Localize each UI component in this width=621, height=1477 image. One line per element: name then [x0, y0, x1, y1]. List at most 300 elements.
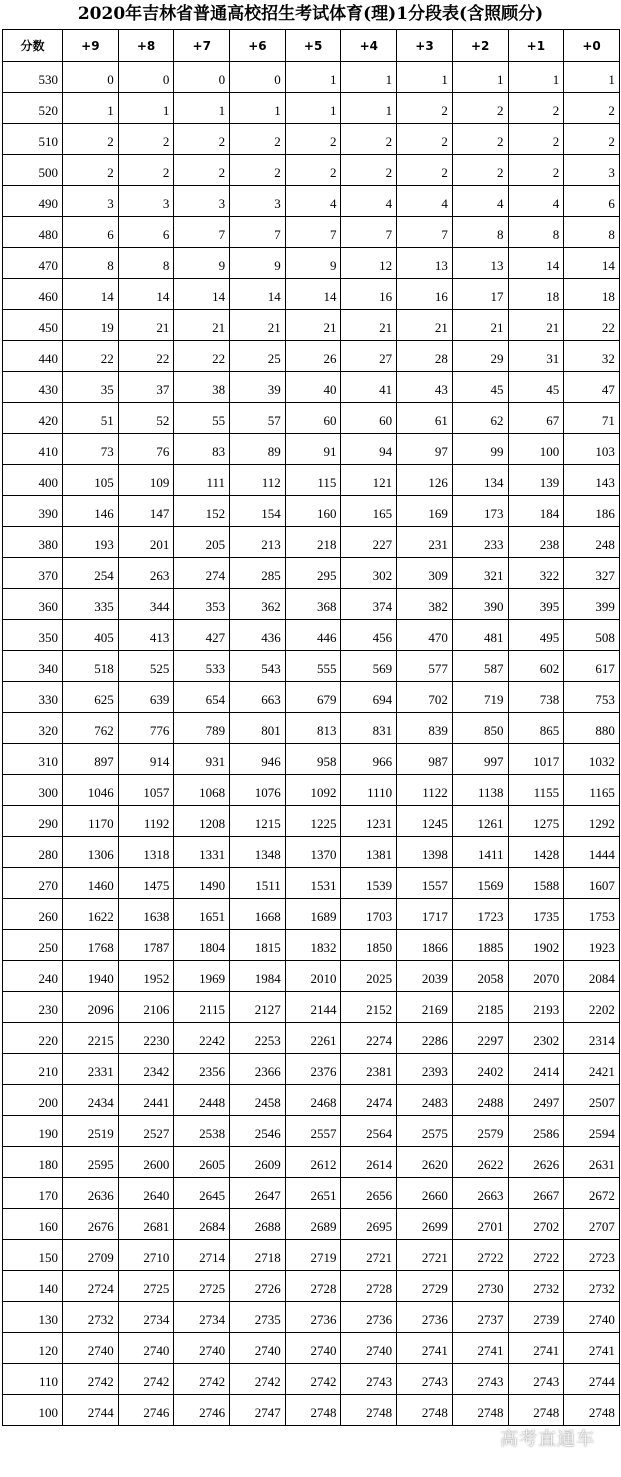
count-cell: 839	[397, 713, 453, 744]
table-row	[3, 403, 620, 434]
count-cell: 639	[118, 682, 174, 713]
count-cell: 2622	[452, 1147, 508, 1178]
count-cell: 3	[174, 186, 230, 217]
count-cell: 2672	[564, 1178, 620, 1209]
count-cell: 9	[285, 248, 341, 279]
count-cell: 29	[452, 341, 508, 372]
count-cell: 13	[452, 248, 508, 279]
count-cell: 1	[341, 62, 397, 93]
count-cell: 2748	[508, 1395, 564, 1426]
count-cell: 2	[118, 124, 174, 155]
count-cell: 4	[452, 186, 508, 217]
count-cell: 679	[285, 682, 341, 713]
count-cell: 8	[118, 248, 174, 279]
count-cell: 2722	[508, 1240, 564, 1271]
score-cell: 120	[3, 1333, 63, 1364]
count-cell: 1170	[63, 806, 119, 837]
count-cell: 2721	[341, 1240, 397, 1271]
count-cell: 2421	[564, 1054, 620, 1085]
count-cell: 1208	[174, 806, 230, 837]
count-cell: 2242	[174, 1023, 230, 1054]
count-cell: 14	[174, 279, 230, 310]
count-cell: 2	[508, 124, 564, 155]
count-cell: 1607	[564, 868, 620, 899]
count-cell: 1381	[341, 837, 397, 868]
score-cell: 250	[3, 930, 63, 961]
count-cell: 201	[118, 527, 174, 558]
count-cell: 2152	[341, 992, 397, 1023]
count-cell: 1885	[452, 930, 508, 961]
score-cell: 100	[3, 1395, 63, 1426]
score-cell: 110	[3, 1364, 63, 1395]
count-cell: 2723	[564, 1240, 620, 1271]
count-cell: 1735	[508, 899, 564, 930]
count-cell: 4	[285, 186, 341, 217]
table-row	[3, 930, 620, 961]
count-cell: 1292	[564, 806, 620, 837]
count-cell: 1057	[118, 775, 174, 806]
count-cell: 205	[174, 527, 230, 558]
count-cell: 41	[341, 372, 397, 403]
count-cell: 1261	[452, 806, 508, 837]
count-cell: 2663	[452, 1178, 508, 1209]
count-cell: 1866	[397, 930, 453, 961]
count-cell: 2	[63, 155, 119, 186]
count-cell: 1444	[564, 837, 620, 868]
count-cell: 2748	[341, 1395, 397, 1426]
count-cell: 2302	[508, 1023, 564, 1054]
count-cell: 931	[174, 744, 230, 775]
count-cell: 2684	[174, 1209, 230, 1240]
score-cell: 210	[3, 1054, 63, 1085]
count-cell: 2660	[397, 1178, 453, 1209]
count-cell: 1110	[341, 775, 397, 806]
count-cell: 25	[230, 341, 286, 372]
column-header: +0	[564, 30, 620, 62]
count-cell: 987	[397, 744, 453, 775]
count-cell: 753	[564, 682, 620, 713]
table-row	[3, 1116, 620, 1147]
count-cell: 218	[285, 527, 341, 558]
count-cell: 160	[285, 496, 341, 527]
count-cell: 1092	[285, 775, 341, 806]
count-cell: 374	[341, 589, 397, 620]
count-cell: 2695	[341, 1209, 397, 1240]
count-cell: 2527	[118, 1116, 174, 1147]
count-cell: 2483	[397, 1085, 453, 1116]
table-row	[3, 1333, 620, 1364]
count-cell: 533	[174, 651, 230, 682]
count-cell: 16	[341, 279, 397, 310]
count-cell: 1490	[174, 868, 230, 899]
count-cell: 1	[230, 93, 286, 124]
count-cell: 14	[564, 248, 620, 279]
column-header: +4	[341, 30, 397, 62]
count-cell: 21	[174, 310, 230, 341]
count-cell: 233	[452, 527, 508, 558]
count-cell: 109	[118, 465, 174, 496]
count-cell: 2725	[174, 1271, 230, 1302]
count-cell: 126	[397, 465, 453, 496]
count-cell: 1	[63, 93, 119, 124]
score-cell: 350	[3, 620, 63, 651]
table-row	[3, 837, 620, 868]
count-cell: 1370	[285, 837, 341, 868]
count-cell: 2748	[564, 1395, 620, 1426]
count-cell: 1651	[174, 899, 230, 930]
table-row	[3, 248, 620, 279]
table-row	[3, 1209, 620, 1240]
count-cell: 2261	[285, 1023, 341, 1054]
count-cell: 2689	[285, 1209, 341, 1240]
count-cell: 2732	[63, 1302, 119, 1333]
count-cell: 1046	[63, 775, 119, 806]
score-cell: 430	[3, 372, 63, 403]
count-cell: 3	[230, 186, 286, 217]
column-header: +9	[63, 30, 119, 62]
count-cell: 2740	[230, 1333, 286, 1364]
count-cell: 31	[508, 341, 564, 372]
count-cell: 850	[452, 713, 508, 744]
count-cell: 831	[341, 713, 397, 744]
count-cell: 2084	[564, 961, 620, 992]
count-cell: 353	[174, 589, 230, 620]
score-cell: 230	[3, 992, 63, 1023]
count-cell: 2393	[397, 1054, 453, 1085]
count-cell: 1165	[564, 775, 620, 806]
count-cell: 186	[564, 496, 620, 527]
count-cell: 2448	[174, 1085, 230, 1116]
table-row	[3, 279, 620, 310]
count-cell: 60	[285, 403, 341, 434]
count-cell: 2	[230, 124, 286, 155]
score-cell: 490	[3, 186, 63, 217]
count-cell: 1	[564, 62, 620, 93]
count-cell: 2605	[174, 1147, 230, 1178]
count-cell: 2742	[118, 1364, 174, 1395]
count-cell: 2356	[174, 1054, 230, 1085]
count-cell: 2376	[285, 1054, 341, 1085]
count-cell: 2728	[285, 1271, 341, 1302]
count-cell: 1	[285, 93, 341, 124]
count-cell: 1215	[230, 806, 286, 837]
count-cell: 18	[564, 279, 620, 310]
count-cell: 663	[230, 682, 286, 713]
count-cell: 2	[285, 155, 341, 186]
count-cell: 7	[285, 217, 341, 248]
count-cell: 2739	[508, 1302, 564, 1333]
table-row	[3, 620, 620, 651]
count-cell: 2314	[564, 1023, 620, 1054]
count-cell: 62	[452, 403, 508, 434]
column-header: +3	[397, 30, 453, 62]
count-cell: 2743	[452, 1364, 508, 1395]
count-cell: 1	[397, 62, 453, 93]
count-cell: 152	[174, 496, 230, 527]
count-cell: 2743	[397, 1364, 453, 1395]
count-cell: 3	[564, 155, 620, 186]
count-cell: 213	[230, 527, 286, 558]
count-cell: 55	[174, 403, 230, 434]
count-cell: 37	[118, 372, 174, 403]
score-cell: 160	[3, 1209, 63, 1240]
table-row	[3, 1364, 620, 1395]
count-cell: 2709	[63, 1240, 119, 1271]
count-cell: 2748	[285, 1395, 341, 1426]
count-cell: 309	[397, 558, 453, 589]
count-cell: 2718	[230, 1240, 286, 1271]
count-cell: 22	[118, 341, 174, 372]
count-cell: 1	[174, 93, 230, 124]
count-cell: 2594	[564, 1116, 620, 1147]
count-cell: 1138	[452, 775, 508, 806]
count-cell: 45	[452, 372, 508, 403]
count-cell: 2612	[285, 1147, 341, 1178]
count-cell: 2546	[230, 1116, 286, 1147]
count-cell: 2331	[63, 1054, 119, 1085]
count-cell: 2676	[63, 1209, 119, 1240]
count-cell: 1192	[118, 806, 174, 837]
count-cell: 1952	[118, 961, 174, 992]
count-cell: 569	[341, 651, 397, 682]
count-cell: 2	[452, 93, 508, 124]
count-cell: 1	[452, 62, 508, 93]
count-cell: 344	[118, 589, 174, 620]
score-cell: 400	[3, 465, 63, 496]
score-cell: 310	[3, 744, 63, 775]
count-cell: 146	[63, 496, 119, 527]
score-cell: 450	[3, 310, 63, 341]
count-cell: 8	[63, 248, 119, 279]
score-cell: 530	[3, 62, 63, 93]
table-row	[3, 341, 620, 372]
count-cell: 2	[174, 124, 230, 155]
column-header: +6	[230, 30, 286, 62]
count-cell: 0	[118, 62, 174, 93]
count-cell: 6	[118, 217, 174, 248]
count-cell: 1723	[452, 899, 508, 930]
count-cell: 2564	[341, 1116, 397, 1147]
count-cell: 2714	[174, 1240, 230, 1271]
count-cell: 2488	[452, 1085, 508, 1116]
watermark: 高考直通车	[500, 1429, 595, 1450]
count-cell: 413	[118, 620, 174, 651]
count-cell: 100	[508, 434, 564, 465]
table-row	[3, 186, 620, 217]
count-cell: 555	[285, 651, 341, 682]
column-header: +7	[174, 30, 230, 62]
count-cell: 2728	[341, 1271, 397, 1302]
count-cell: 1815	[230, 930, 286, 961]
count-cell: 2710	[118, 1240, 174, 1271]
count-cell: 2507	[564, 1085, 620, 1116]
count-cell: 3	[63, 186, 119, 217]
count-cell: 2274	[341, 1023, 397, 1054]
count-cell: 2127	[230, 992, 286, 1023]
count-cell: 0	[174, 62, 230, 93]
count-cell: 399	[564, 589, 620, 620]
count-cell: 2740	[63, 1333, 119, 1364]
count-cell: 2737	[452, 1302, 508, 1333]
score-cell: 180	[3, 1147, 63, 1178]
count-cell: 2732	[508, 1271, 564, 1302]
count-cell: 1331	[174, 837, 230, 868]
count-cell: 1318	[118, 837, 174, 868]
count-cell: 2721	[397, 1240, 453, 1271]
table-row	[3, 1395, 620, 1426]
count-cell: 2185	[452, 992, 508, 1023]
count-cell: 897	[63, 744, 119, 775]
count-cell: 1588	[508, 868, 564, 899]
table-row	[3, 682, 620, 713]
count-cell: 14	[285, 279, 341, 310]
count-cell: 2	[341, 124, 397, 155]
count-cell: 362	[230, 589, 286, 620]
column-header: +5	[285, 30, 341, 62]
count-cell: 2538	[174, 1116, 230, 1147]
count-cell: 702	[397, 682, 453, 713]
count-cell: 2	[564, 124, 620, 155]
count-cell: 2740	[564, 1302, 620, 1333]
count-cell: 2	[63, 124, 119, 155]
count-cell: 2726	[230, 1271, 286, 1302]
count-cell: 14	[508, 248, 564, 279]
count-cell: 1	[285, 62, 341, 93]
table-row	[3, 1302, 620, 1333]
count-cell: 2730	[452, 1271, 508, 1302]
count-cell: 238	[508, 527, 564, 558]
count-cell: 2742	[285, 1364, 341, 1395]
count-cell: 2746	[118, 1395, 174, 1426]
count-cell: 2741	[452, 1333, 508, 1364]
count-cell: 14	[63, 279, 119, 310]
count-cell: 2741	[564, 1333, 620, 1364]
score-cell: 360	[3, 589, 63, 620]
count-cell: 83	[174, 434, 230, 465]
count-cell: 2474	[341, 1085, 397, 1116]
count-cell: 2	[397, 155, 453, 186]
count-cell: 16	[397, 279, 453, 310]
count-cell: 2748	[397, 1395, 453, 1426]
count-cell: 134	[452, 465, 508, 496]
count-cell: 1689	[285, 899, 341, 930]
count-cell: 2651	[285, 1178, 341, 1209]
count-cell: 2748	[452, 1395, 508, 1426]
count-cell: 2	[397, 124, 453, 155]
count-cell: 19	[63, 310, 119, 341]
count-cell: 21	[452, 310, 508, 341]
count-cell: 2699	[397, 1209, 453, 1240]
column-header: +2	[452, 30, 508, 62]
count-cell: 263	[118, 558, 174, 589]
count-cell: 2609	[230, 1147, 286, 1178]
count-cell: 2202	[564, 992, 620, 1023]
count-cell: 2253	[230, 1023, 286, 1054]
count-cell: 2645	[174, 1178, 230, 1209]
count-cell: 2744	[63, 1395, 119, 1426]
score-cell: 140	[3, 1271, 63, 1302]
count-cell: 1557	[397, 868, 453, 899]
table-row	[3, 465, 620, 496]
score-cell: 480	[3, 217, 63, 248]
count-cell: 22	[564, 310, 620, 341]
count-cell: 368	[285, 589, 341, 620]
count-cell: 2741	[397, 1333, 453, 1364]
table-row	[3, 806, 620, 837]
score-cell: 220	[3, 1023, 63, 1054]
count-cell: 2740	[118, 1333, 174, 1364]
count-cell: 173	[452, 496, 508, 527]
count-cell: 1668	[230, 899, 286, 930]
count-cell: 2070	[508, 961, 564, 992]
score-cell: 440	[3, 341, 63, 372]
count-cell: 21	[341, 310, 397, 341]
count-cell: 801	[230, 713, 286, 744]
score-cell: 410	[3, 434, 63, 465]
count-cell: 7	[397, 217, 453, 248]
count-cell: 39	[230, 372, 286, 403]
count-cell: 481	[452, 620, 508, 651]
count-cell: 617	[564, 651, 620, 682]
count-cell: 2414	[508, 1054, 564, 1085]
table-row	[3, 1178, 620, 1209]
count-cell: 285	[230, 558, 286, 589]
count-cell: 295	[285, 558, 341, 589]
count-cell: 2010	[285, 961, 341, 992]
count-cell: 91	[285, 434, 341, 465]
count-cell: 9	[174, 248, 230, 279]
count-cell: 470	[397, 620, 453, 651]
count-cell: 762	[63, 713, 119, 744]
count-cell: 169	[397, 496, 453, 527]
count-cell: 2740	[285, 1333, 341, 1364]
count-cell: 1902	[508, 930, 564, 961]
count-cell: 8	[508, 217, 564, 248]
count-cell: 1428	[508, 837, 564, 868]
count-cell: 1717	[397, 899, 453, 930]
count-cell: 2468	[285, 1085, 341, 1116]
score-distribution-table	[2, 29, 620, 1426]
count-cell: 1787	[118, 930, 174, 961]
count-cell: 1638	[118, 899, 174, 930]
count-cell: 2579	[452, 1116, 508, 1147]
count-cell: 2681	[118, 1209, 174, 1240]
count-cell: 2557	[285, 1116, 341, 1147]
count-cell: 2297	[452, 1023, 508, 1054]
count-cell: 436	[230, 620, 286, 651]
table-row	[3, 1085, 620, 1116]
count-cell: 880	[564, 713, 620, 744]
count-cell: 738	[508, 682, 564, 713]
count-cell: 495	[508, 620, 564, 651]
count-cell: 2286	[397, 1023, 453, 1054]
count-cell: 1032	[564, 744, 620, 775]
count-cell: 21	[230, 310, 286, 341]
count-cell: 518	[63, 651, 119, 682]
count-cell: 165	[341, 496, 397, 527]
count-cell: 26	[285, 341, 341, 372]
count-cell: 2519	[63, 1116, 119, 1147]
table-row	[3, 868, 620, 899]
count-cell: 2381	[341, 1054, 397, 1085]
count-cell: 103	[564, 434, 620, 465]
count-cell: 2656	[341, 1178, 397, 1209]
count-cell: 321	[452, 558, 508, 589]
table-row	[3, 1147, 620, 1178]
count-cell: 1122	[397, 775, 453, 806]
table-row	[3, 992, 620, 1023]
table-row	[3, 1240, 620, 1271]
